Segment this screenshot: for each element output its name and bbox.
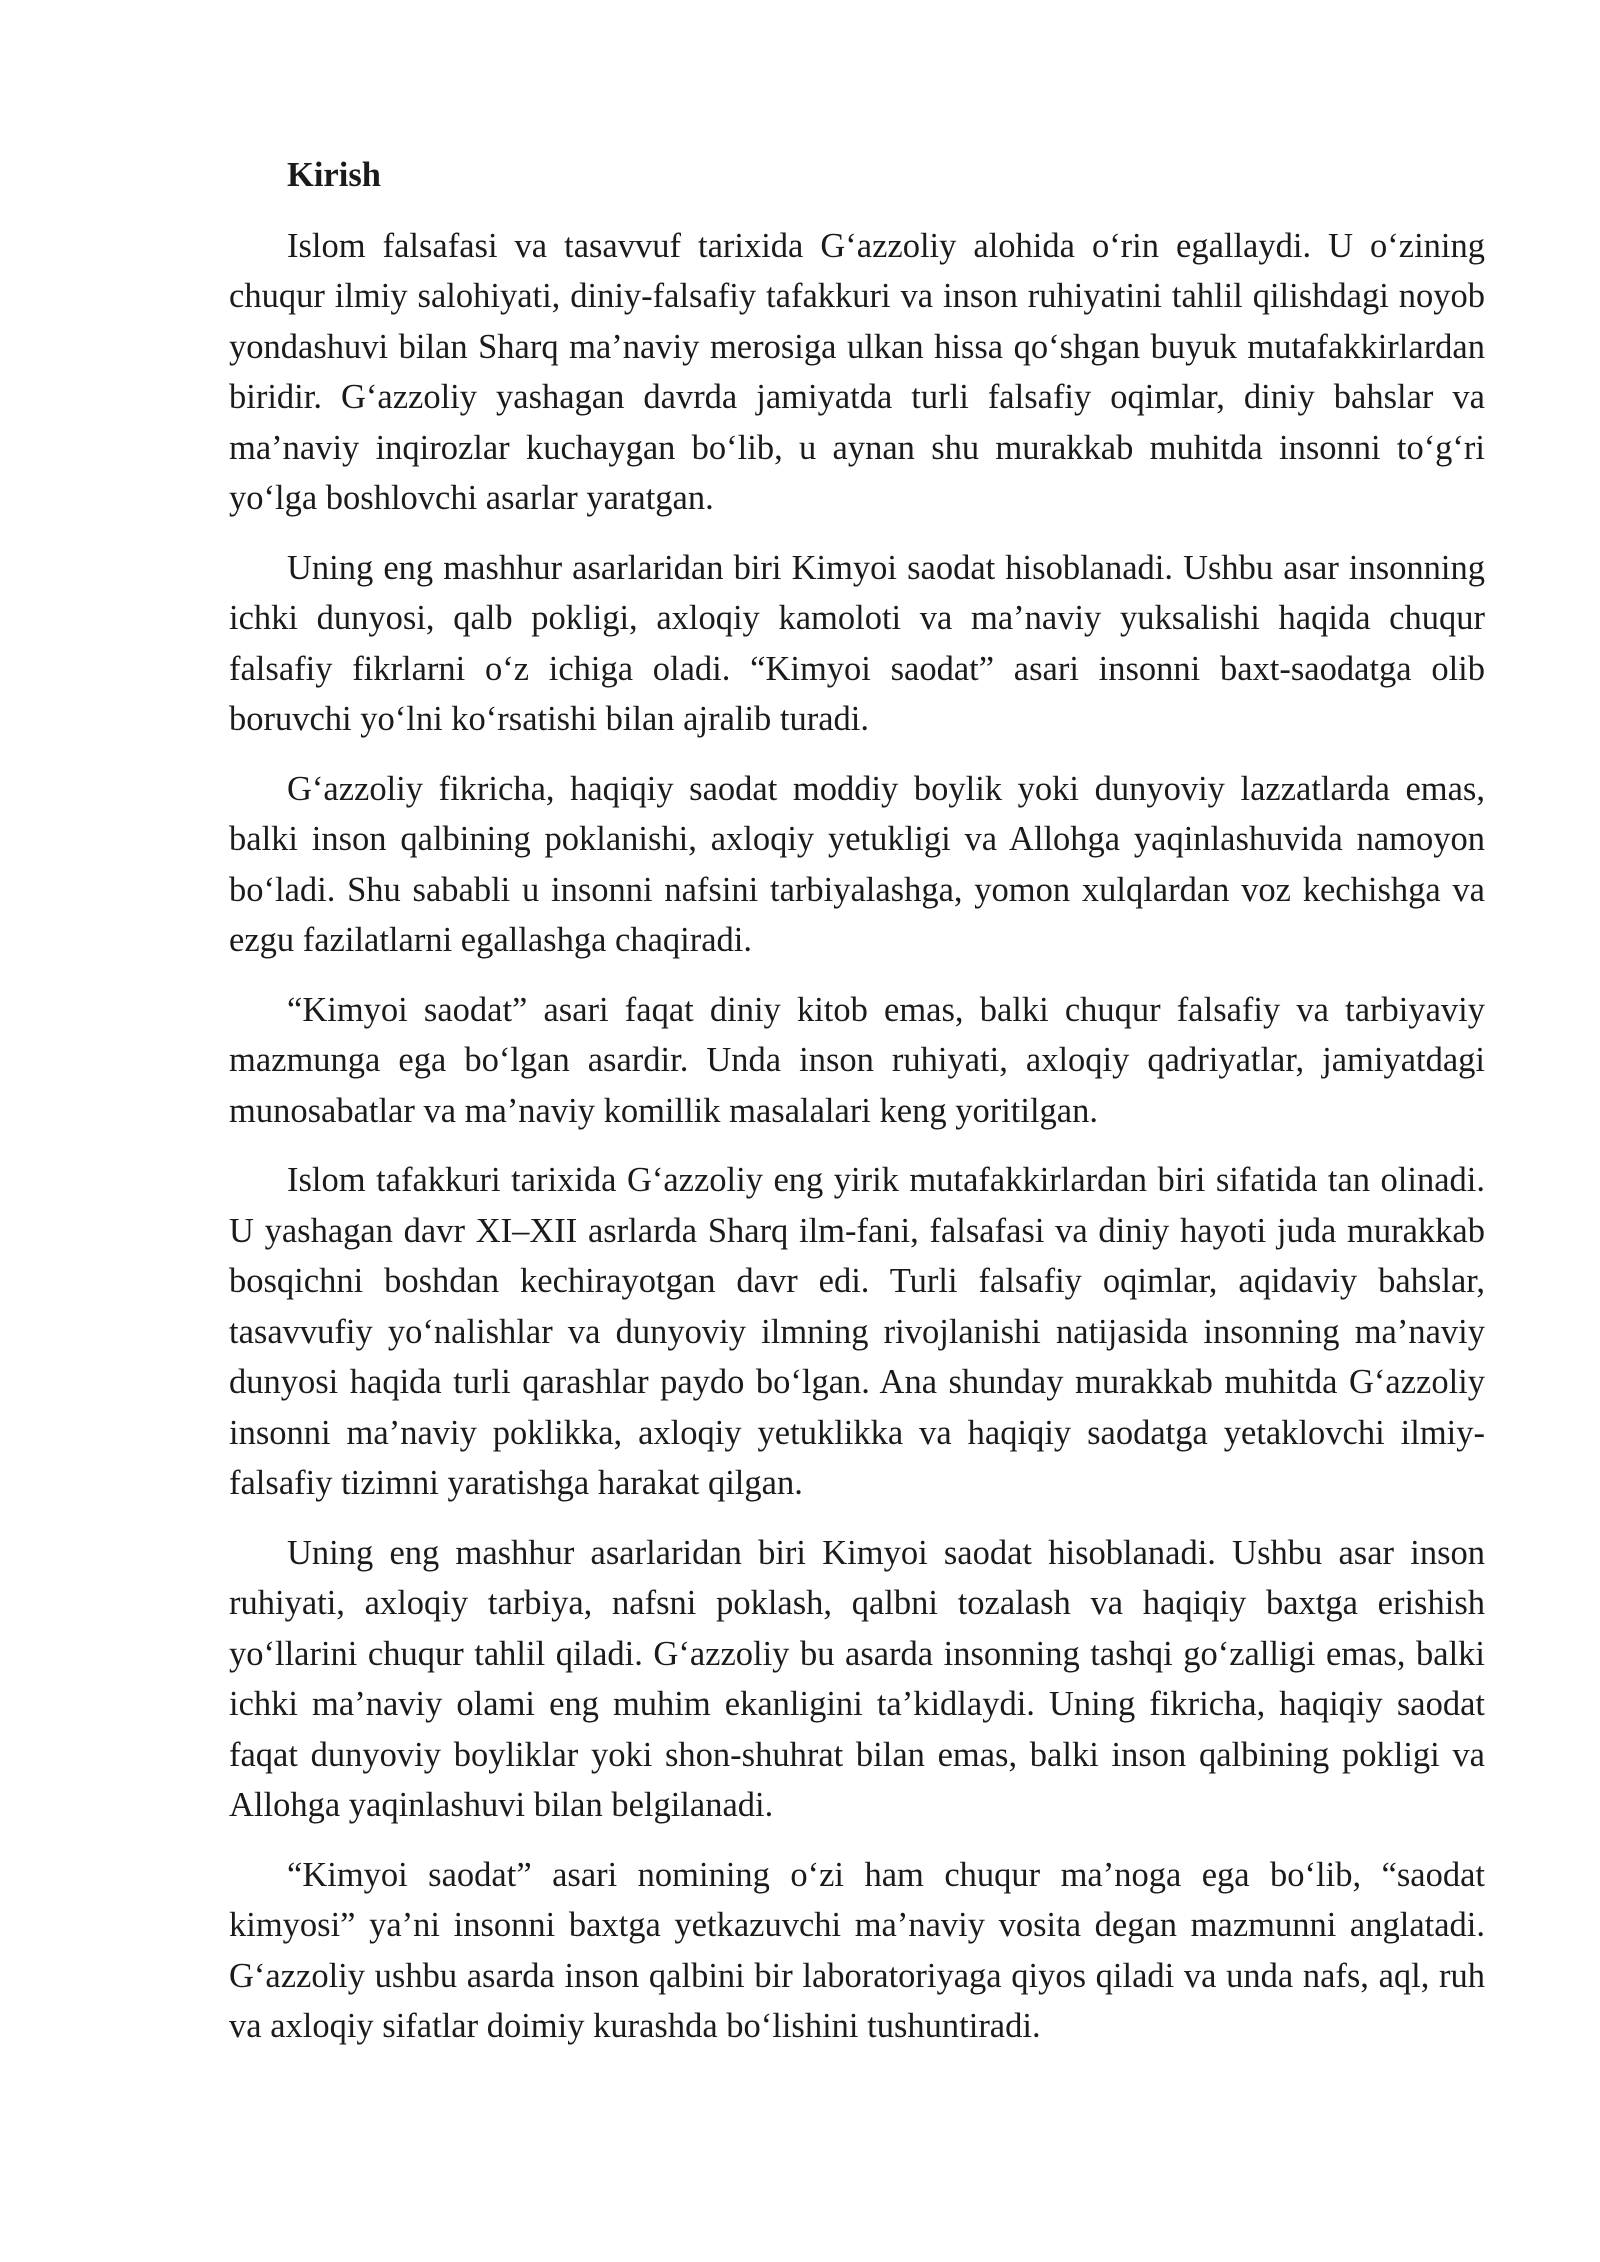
section-heading: Kirish [287, 156, 381, 194]
paragraph-2: Uning eng mashhur asarlaridan biri Kimyoi saodat hisoblanadi. Ushbu asar insonning ichki dunyosi, qalb pokligi, axloqiy kamoloti va ma’naviy yuksalishi haqida chuqur falsafiy fikrlarni o‘z ichiga oladi. “Kimyoi saodat” asari insonni baxt-saodatga olib boruvchi yo‘lni ko‘rsatishi bilan ajralib turadi. [229, 548, 1485, 738]
paragraph-3: G‘azzoliy fikricha, haqiqiy saodat moddiy boylik yoki dunyoviy lazzatlarda emas, balki inson qalbining poklanishi, axloqiy yetukligi va Allohga yaqinlashuvida namoyon bo‘ladi. Shu sababli u insonni nafsini tarbiyalashga, yomon xulqlardan voz kechishga va ezgu fazilatlarni egallashga chaqiradi. [229, 769, 1485, 959]
paragraph-7: “Kimyoi saodat” asari nomining o‘zi ham chuqur ma’noga ega bo‘lib, “saodat kimyosi” ya’ni insonni baxtga yetkazuvchi ma’naviy vosita degan mazmunni anglatadi. G‘azzoliy ushbu asarda inson qalbini bir laboratoriyaga qiyos qiladi va unda nafs, aql, ruh va axloqiy sifatlar doimiy kurashda bo‘lishini tushuntiradi. [229, 1855, 1485, 2045]
paragraph-1: Islom falsafasi va tasavvuf tarixida G‘azzoliy alohida o‘rin egallaydi. U o‘zining chuqur ilmiy salohiyati, diniy-falsafiy tafakkuri va inson ruhiyatini tahlil qilishdagi noyob yondashuvi bilan Sharq ma’naviy merosiga ulkan hissa qo‘shgan buyuk mutafakkirlardan biridir. G‘azzoliy yashagan davrda jamiyatda turli falsafiy oqimlar, diniy bahslar va ma’naviy inqirozlar kuchaygan bo‘lib, u aynan shu murakkab muhitda insonni to‘g‘ri yo‘lga boshlovchi asarlar yaratgan. [229, 226, 1485, 517]
paragraph-6: Uning eng mashhur asarlaridan biri Kimyoi saodat hisoblanadi. Ushbu asar inson ruhiyati, axloqiy tarbiya, nafsni poklash, qalbni tozalash va haqiqiy baxtga erishish yo‘llarini chuqur tahlil qiladi. G‘azzoliy bu asarda insonning tashqi go‘zalligi emas, balki ichki ma’naviy olami eng muhim ekanligini ta’kidlaydi. Uning fikricha, haqiqiy saodat faqat dunyoviy boyliklar yoki shon-shuhrat bilan emas, balki inson qalbining pokligi va Allohga yaqinlashuvi bilan belgilanadi. [229, 1533, 1485, 1824]
document-page [229, 150, 1485, 2071]
body-text [229, 221, 1485, 2052]
paragraph-4: “Kimyoi saodat” asari faqat diniy kitob emas, balki chuqur falsafiy va tarbiyaviy mazmunga ega bo‘lgan asardir. Unda inson ruhiyati, axloqiy qadriyatlar, jamiyatdagi munosabatlar va ma’naviy komillik masalalari keng yoritilgan. [229, 990, 1485, 1130]
paragraph-5: Islom tafakkuri tarixida G‘azzoliy eng yirik mutafakkirlardan biri sifatida tan olinadi. U yashagan davr XI–XII asrlarda Sharq ilm-fani, falsafasi va diniy hayoti juda murakkab bosqichni boshdan kechirayotgan davr edi. Turli falsafiy oqimlar, aqidaviy bahslar, tasavvufiy yo‘nalishlar va dunyoviy ilmning rivojlanishi natijasida insonning ma’naviy dunyosi haqida turli qarashlar paydo bo‘lgan. Ana shunday murakkab muhitda G‘azzoliy insonni ma’naviy poklikka, axloqiy yetuklikka va haqiqiy saodatga yetaklovchi ilmiy-falsafiy tizimni yaratishga harakat qilgan. [229, 1161, 1485, 1502]
